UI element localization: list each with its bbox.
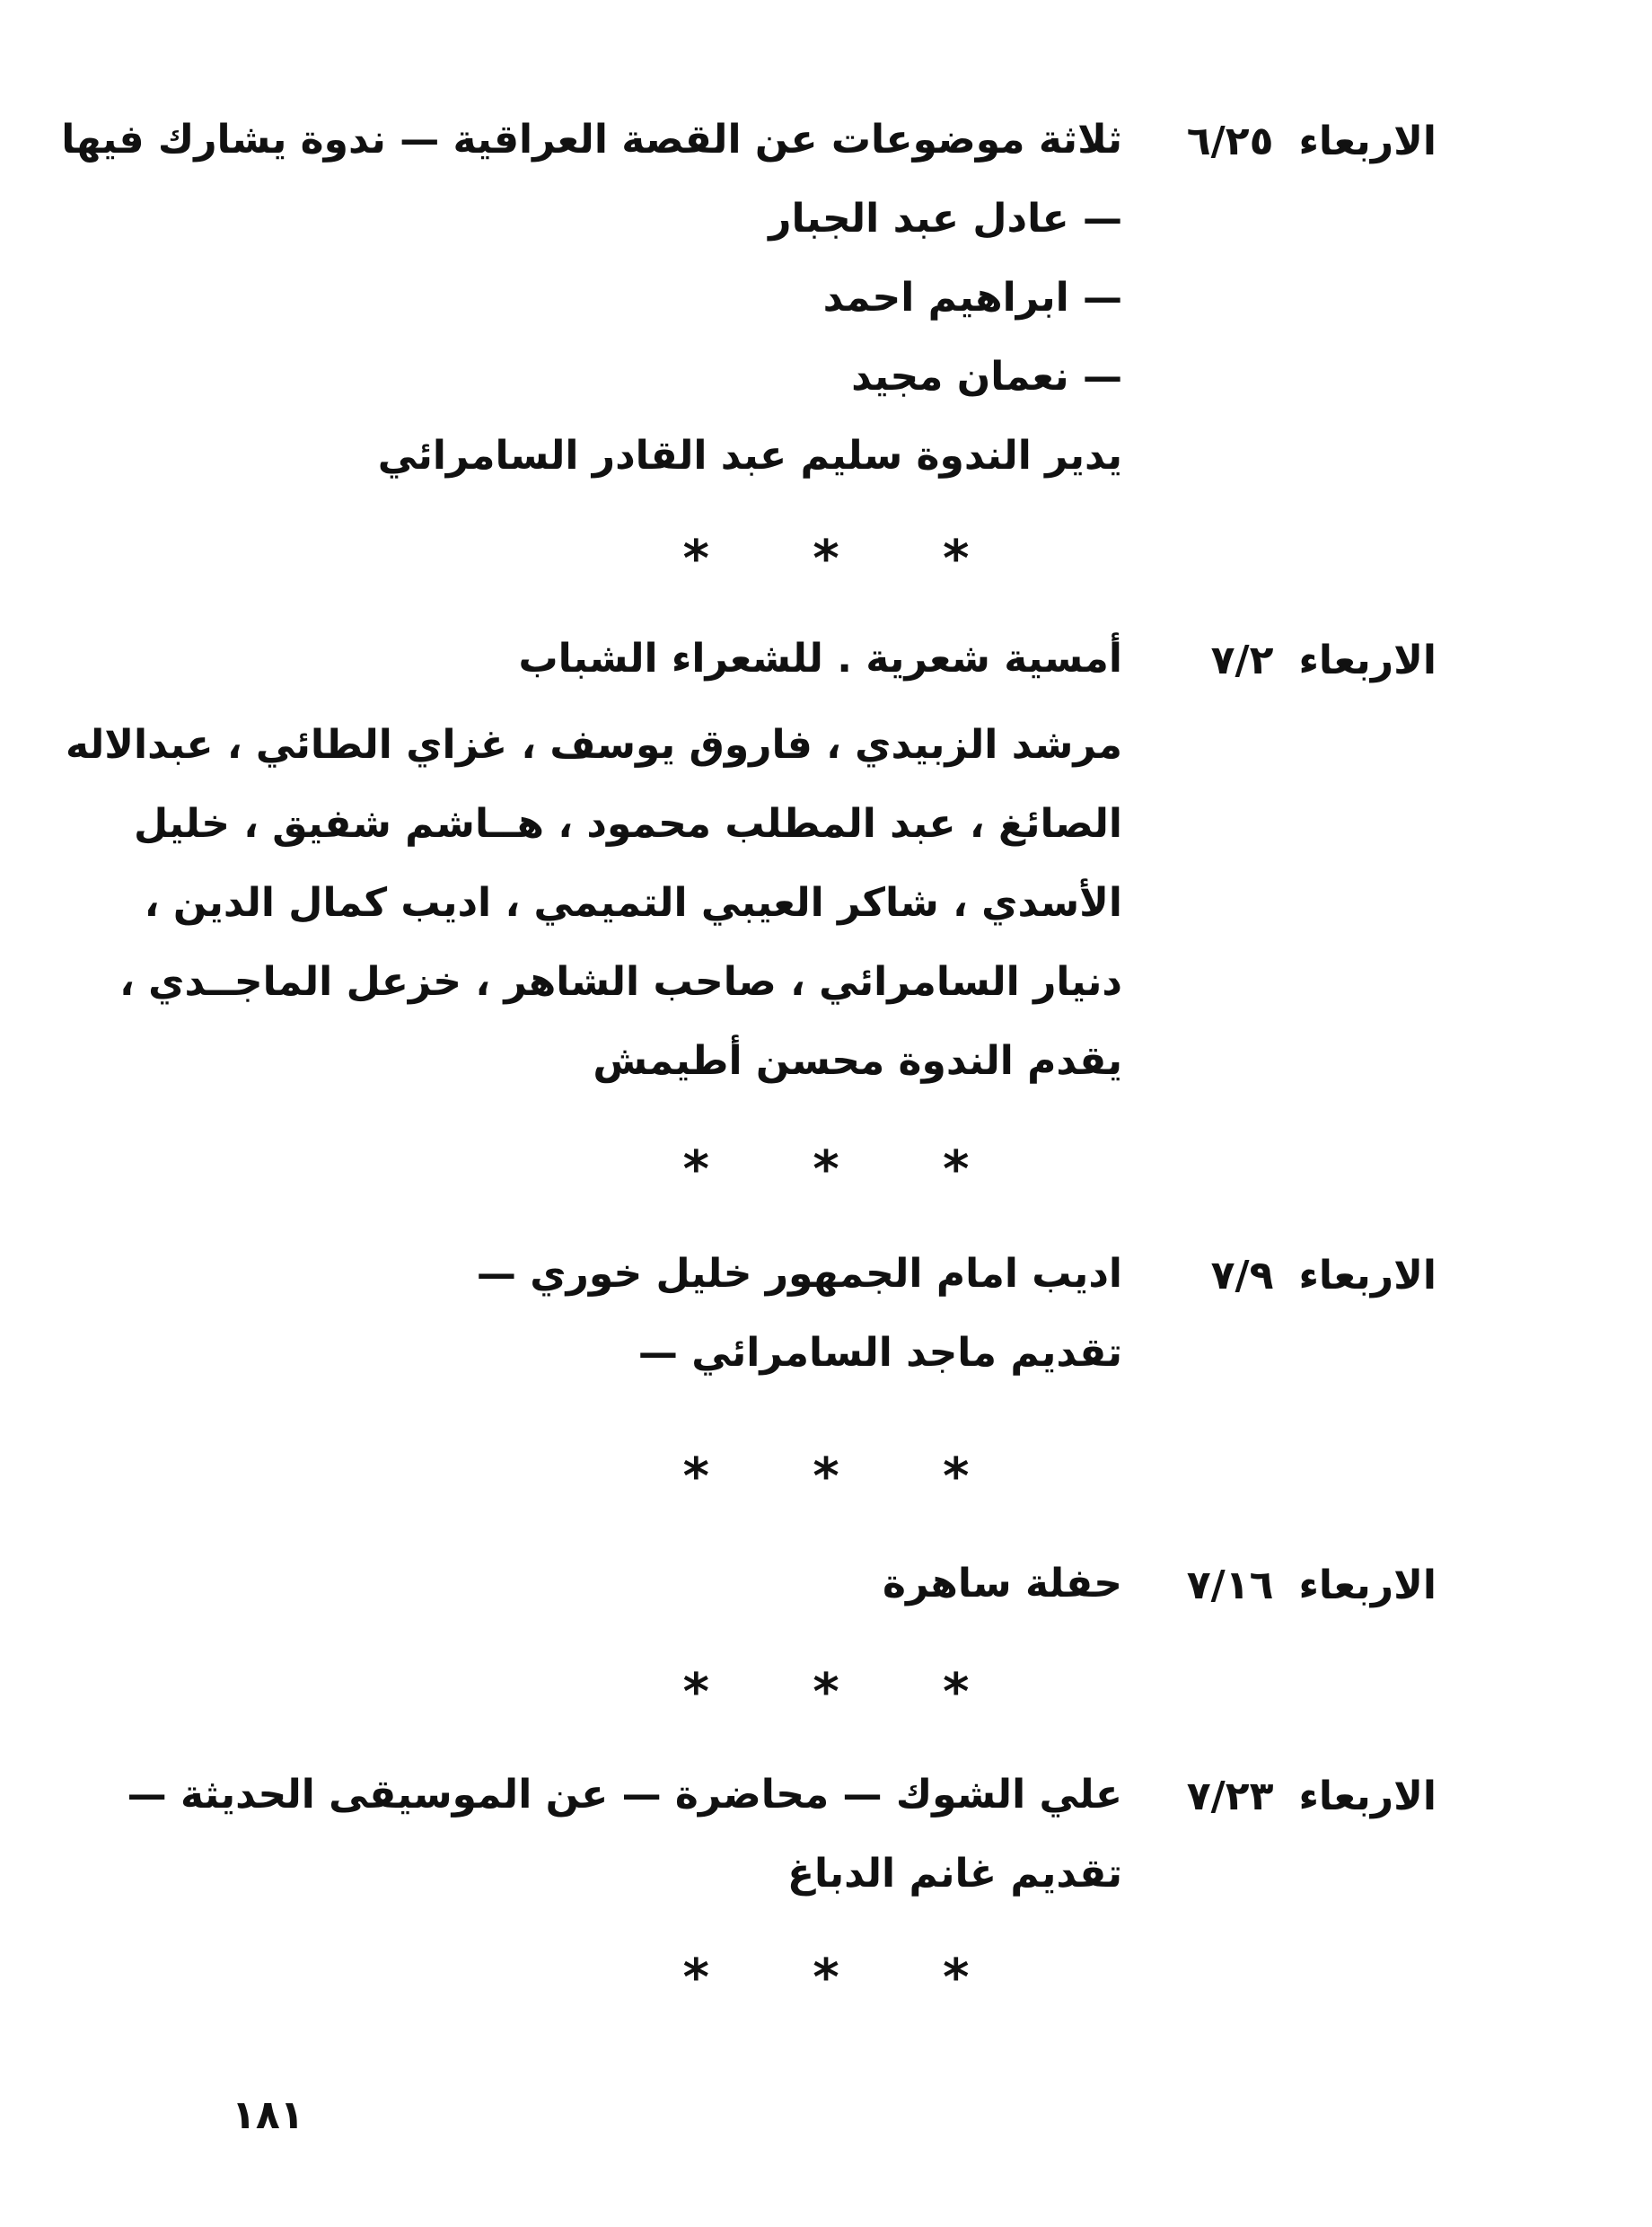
entry-date-label: [1187, 1562, 1437, 1608]
entry-date-label: [1211, 1253, 1437, 1298]
entry-line: — نعمان مجيد: [851, 354, 1122, 400]
entry-line: تقديم غانم الدباغ: [787, 1851, 1122, 1897]
entry-line: حفلة ساهرة: [883, 1561, 1122, 1606]
section-separator: * * *: [682, 530, 1013, 588]
entry-line: اديب امام الجمهور خليل خوري —: [476, 1251, 1122, 1297]
entry-line: — ابراهيم احمد: [822, 275, 1122, 321]
entry-line: علي الشوك — محاضرة — عن الموسيقى الحديثة —: [127, 1772, 1122, 1818]
entry-line: ثلاثة موضوعات عن القصة العراقية — ندوة يشارك فيها: [61, 117, 1122, 163]
entry-line: الصائغ ، عبد المطلب محمود ، هــاشم شفيق ، خليل: [134, 801, 1122, 847]
section-separator: * * *: [682, 1140, 1013, 1199]
entry-content: [66, 620, 1122, 1101]
section-separator: * * *: [682, 1448, 1013, 1506]
entry-day: الاربعاء: [1298, 1253, 1437, 1298]
entry-day: الاربعاء: [1298, 638, 1437, 683]
entry-line: — عادل عبد الجبار: [769, 196, 1122, 242]
page-number: ١٨١: [232, 2092, 304, 2138]
entry-date: ٧/١٦: [1186, 1562, 1274, 1608]
entry-line: أمسية شعرية . للشعراء الشباب: [518, 636, 1122, 682]
entry-date: ٧/٢: [1210, 638, 1274, 683]
entry-date-label: [1211, 638, 1437, 683]
entry-content: [61, 101, 1122, 496]
entry-date-label: [1187, 119, 1437, 164]
entry-line: يدير الندوة سليم عبد القادر السامرائي: [377, 433, 1122, 479]
entry-content: [883, 1545, 1122, 1624]
section-separator: * * *: [682, 1663, 1013, 1721]
entry-content: [127, 1756, 1122, 1914]
entry-line: يقدم الندوة محسن أطيمش: [593, 1038, 1122, 1084]
entry-line: دنيار السامرائي ، صاحب الشاهر ، خزعل الماجــدي ،: [119, 959, 1122, 1005]
entry-date: ٧/٩: [1210, 1253, 1274, 1298]
entry-line: تقديم ماجد السامرائي —: [637, 1330, 1122, 1376]
entry-day: الاربعاء: [1298, 1774, 1437, 1819]
entry-day: الاربعاء: [1298, 119, 1437, 164]
entry-line: الأسدي ، شاكر العيبي التميمي ، اديب كمال الدين ،: [144, 880, 1122, 926]
entry-date: ٦/٢٥: [1186, 119, 1274, 164]
entry-date-label: [1187, 1774, 1437, 1819]
entry-content: [477, 1235, 1122, 1393]
entry-date: ٧/٢٣: [1186, 1774, 1274, 1819]
entry-line: مرشد الزبيدي ، فاروق يوسف ، غزاي الطائي ، عبدالاله: [66, 722, 1122, 768]
section-separator: * * *: [682, 1949, 1013, 2007]
entry-day: الاربعاء: [1298, 1562, 1437, 1608]
